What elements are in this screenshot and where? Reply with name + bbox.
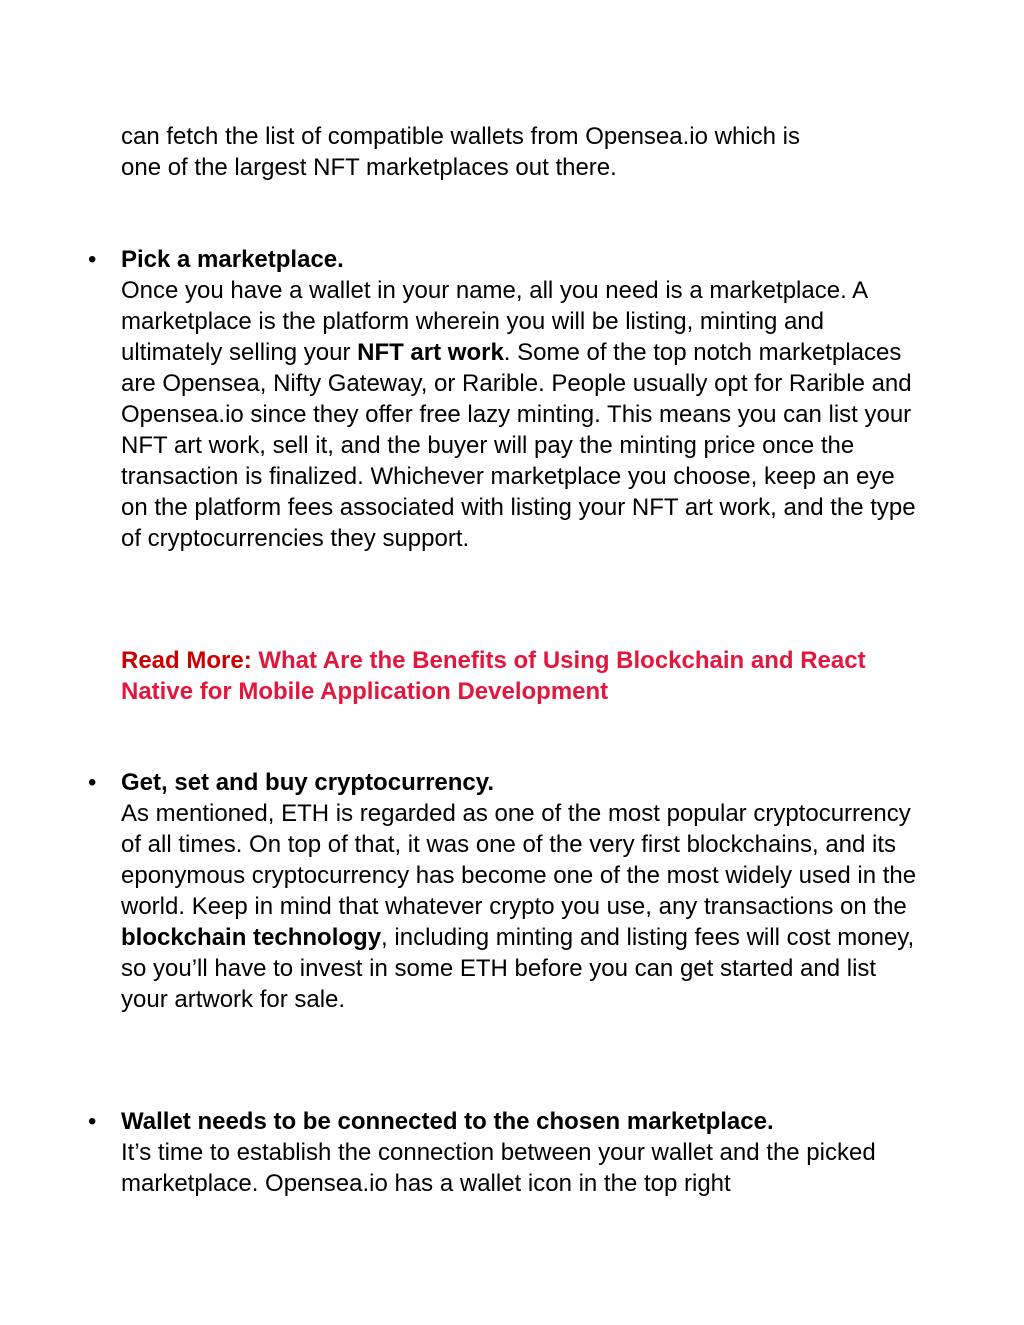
section-heading: Wallet needs to be connected to the chosen marketplace. — [121, 1108, 774, 1135]
section-heading: Pick a marketplace. — [121, 246, 344, 273]
intro-line-1: can fetch the list of compatible wallets from Opensea.io which is — [121, 123, 800, 150]
body-text-end: . Some of the top notch marketplaces are Opensea, Nifty Gateway, or Rarible. People usually opt for Rarible and Opensea.io since they offer free lazy minting. This means you can list your NFT art work, sell it, and the buyer will pay the minting price once the transaction is finalized. Whichever marketplace you choose, keep an eye on the platform fees associated with listing your NFT art work, and the type of cryptocurrencies they support. — [121, 339, 916, 552]
bold-term-blockchain-technology: blockchain technology — [121, 924, 382, 951]
list-item-buy-cryptocurrency — [121, 767, 921, 1015]
body-text-end: , including minting and listing fees will cost money, so you’ll have to invest in some ETH before you can get started and list your artwork for sale. — [121, 924, 915, 1013]
body-text-start: As mentioned, ETH is regarded as one of the most popular cryptocurrency of all times. On top of that, it was one of the very first blockchains, and its eponymous cryptocurrency has become one of the most widely used in the world. Keep in mind that whatever crypto you use, any transactions on the — [121, 800, 917, 920]
intro-line-2: one of the largest NFT marketplaces out there. — [121, 154, 617, 181]
list-item-connect-wallet — [121, 1106, 921, 1199]
read-more-label: Read More: — [121, 647, 259, 674]
body-text-start: Once you have a wallet in your name, all you need is a marketplace. A marketplace is the platform wherein you will be listing, minting and ultimately selling your — [121, 277, 867, 366]
read-more-link[interactable]: What Are the Benefits of Using Blockchain and React Native for Mobile Application Development — [121, 647, 866, 705]
intro-paragraph — [121, 121, 921, 183]
bold-term-nft-art-work: NFT art work — [357, 339, 504, 366]
section-heading: Get, set and buy cryptocurrency. — [121, 769, 494, 796]
section-body: It’s time to establish the connection between your wallet and the picked marketplace. Opensea.io has a wallet icon in the top right — [121, 1139, 876, 1197]
bullet-icon: • — [88, 246, 97, 273]
section-body — [121, 275, 921, 554]
section-body — [121, 798, 921, 1015]
list-item-pick-marketplace — [121, 244, 921, 554]
bullet-icon: • — [88, 1108, 97, 1135]
read-more-paragraph — [121, 645, 921, 707]
bullet-icon: • — [88, 769, 97, 796]
